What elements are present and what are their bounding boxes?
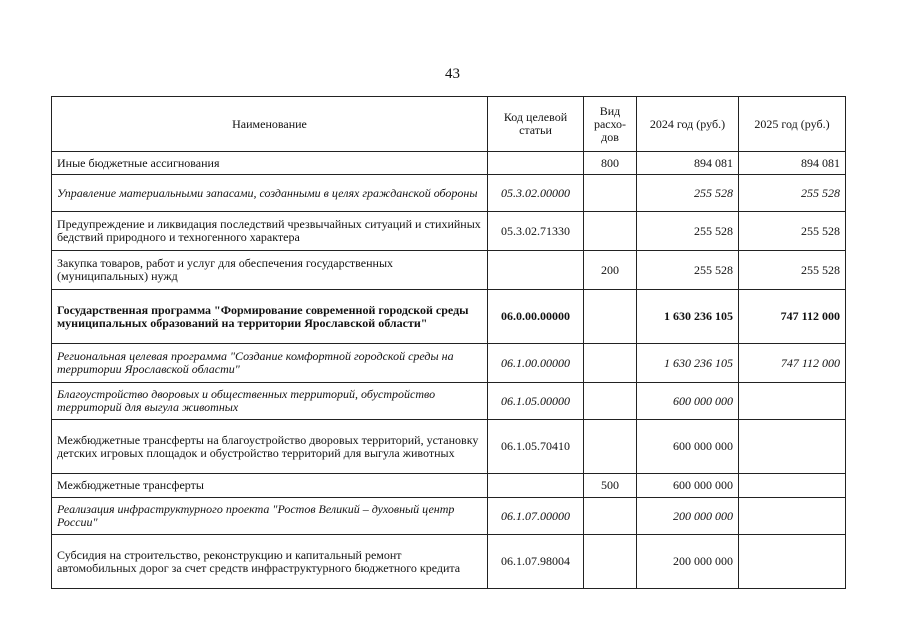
row-amount-2025 — [739, 383, 846, 420]
header-name: Наименование — [52, 97, 488, 152]
row-amount-2024: 200 000 000 — [637, 498, 739, 535]
row-amount-2025 — [739, 498, 846, 535]
row-code: 06.1.05.70410 — [488, 420, 584, 474]
row-expense-type — [584, 535, 637, 589]
table-row — [52, 344, 846, 383]
row-amount-2024: 600 000 000 — [637, 474, 739, 498]
row-name: Региональная целевая программа "Создание комфортной городской среды на территории Ярославской области" — [52, 344, 488, 383]
row-amount-2024: 600 000 000 — [637, 420, 739, 474]
row-name: Иные бюджетные ассигнования — [52, 152, 488, 175]
table-row — [52, 175, 846, 212]
header-2025: 2025 год (руб.) — [739, 97, 846, 152]
row-amount-2025: 894 081 — [739, 152, 846, 175]
table-row — [52, 290, 846, 344]
row-expense-type: 500 — [584, 474, 637, 498]
row-expense-type — [584, 212, 637, 251]
table-row — [52, 212, 846, 251]
row-code: 06.1.00.00000 — [488, 344, 584, 383]
row-expense-type: 200 — [584, 251, 637, 290]
row-name: Субсидия на строительство, реконструкцию и капитальный ремонт автомобильных дорог за счет средств инфраструктурного бюджетного кредита — [52, 535, 488, 589]
row-code — [488, 474, 584, 498]
table-row — [52, 383, 846, 420]
header-expense-type: Вид расхо-дов — [584, 97, 637, 152]
row-name: Реализация инфраструктурного проекта "Ростов Великий – духовный центр России" — [52, 498, 488, 535]
row-code: 05.3.02.71330 — [488, 212, 584, 251]
row-name: Межбюджетные трансферты на благоустройство дворовых территорий, установку детских игровых площадок и обустройство территорий для выгула животных — [52, 420, 488, 474]
row-expense-type — [584, 383, 637, 420]
row-name: Государственная программа "Формирование современной городской среды муниципальных образований на территории Ярославской области" — [52, 290, 488, 344]
row-code: 06.1.07.98004 — [488, 535, 584, 589]
row-amount-2024: 894 081 — [637, 152, 739, 175]
row-amount-2024: 255 528 — [637, 175, 739, 212]
row-expense-type — [584, 498, 637, 535]
table-row — [52, 535, 846, 589]
row-amount-2025 — [739, 535, 846, 589]
row-expense-type — [584, 175, 637, 212]
row-amount-2024: 600 000 000 — [637, 383, 739, 420]
row-code — [488, 251, 584, 290]
row-name: Благоустройство дворовых и общественных территорий, обустройство территорий для выгула животных — [52, 383, 488, 420]
budget-table — [51, 96, 846, 589]
page-number: 43 — [445, 66, 460, 82]
row-code: 06.0.00.00000 — [488, 290, 584, 344]
row-amount-2025 — [739, 420, 846, 474]
row-amount-2025: 255 528 — [739, 175, 846, 212]
row-name: Межбюджетные трансферты — [52, 474, 488, 498]
row-amount-2024: 1 630 236 105 — [637, 290, 739, 344]
row-amount-2025 — [739, 474, 846, 498]
row-code: 06.1.07.00000 — [488, 498, 584, 535]
row-name: Закупка товаров, работ и услуг для обеспечения государственных (муниципальных) нужд — [52, 251, 488, 290]
row-amount-2024: 1 630 236 105 — [637, 344, 739, 383]
table-row — [52, 152, 846, 175]
row-code — [488, 152, 584, 175]
row-name: Управление материальными запасами, созданными в целях гражданской обороны — [52, 175, 488, 212]
row-name: Предупреждение и ликвидация последствий чрезвычайных ситуаций и стихийных бедствий природного и техногенного характера — [52, 212, 488, 251]
table-row — [52, 498, 846, 535]
row-amount-2024: 200 000 000 — [637, 535, 739, 589]
row-amount-2025: 747 112 000 — [739, 290, 846, 344]
table-header-row — [52, 97, 846, 152]
row-code: 05.3.02.00000 — [488, 175, 584, 212]
table-row — [52, 474, 846, 498]
row-amount-2024: 255 528 — [637, 212, 739, 251]
header-code: Код целевой статьи — [488, 97, 584, 152]
row-expense-type — [584, 420, 637, 474]
row-expense-type — [584, 290, 637, 344]
row-expense-type — [584, 344, 637, 383]
table-row — [52, 251, 846, 290]
row-amount-2025: 255 528 — [739, 251, 846, 290]
table-row — [52, 420, 846, 474]
row-amount-2024: 255 528 — [637, 251, 739, 290]
row-code: 06.1.05.00000 — [488, 383, 584, 420]
header-2024: 2024 год (руб.) — [637, 97, 739, 152]
row-amount-2025: 255 528 — [739, 212, 846, 251]
row-expense-type: 800 — [584, 152, 637, 175]
row-amount-2025: 747 112 000 — [739, 344, 846, 383]
